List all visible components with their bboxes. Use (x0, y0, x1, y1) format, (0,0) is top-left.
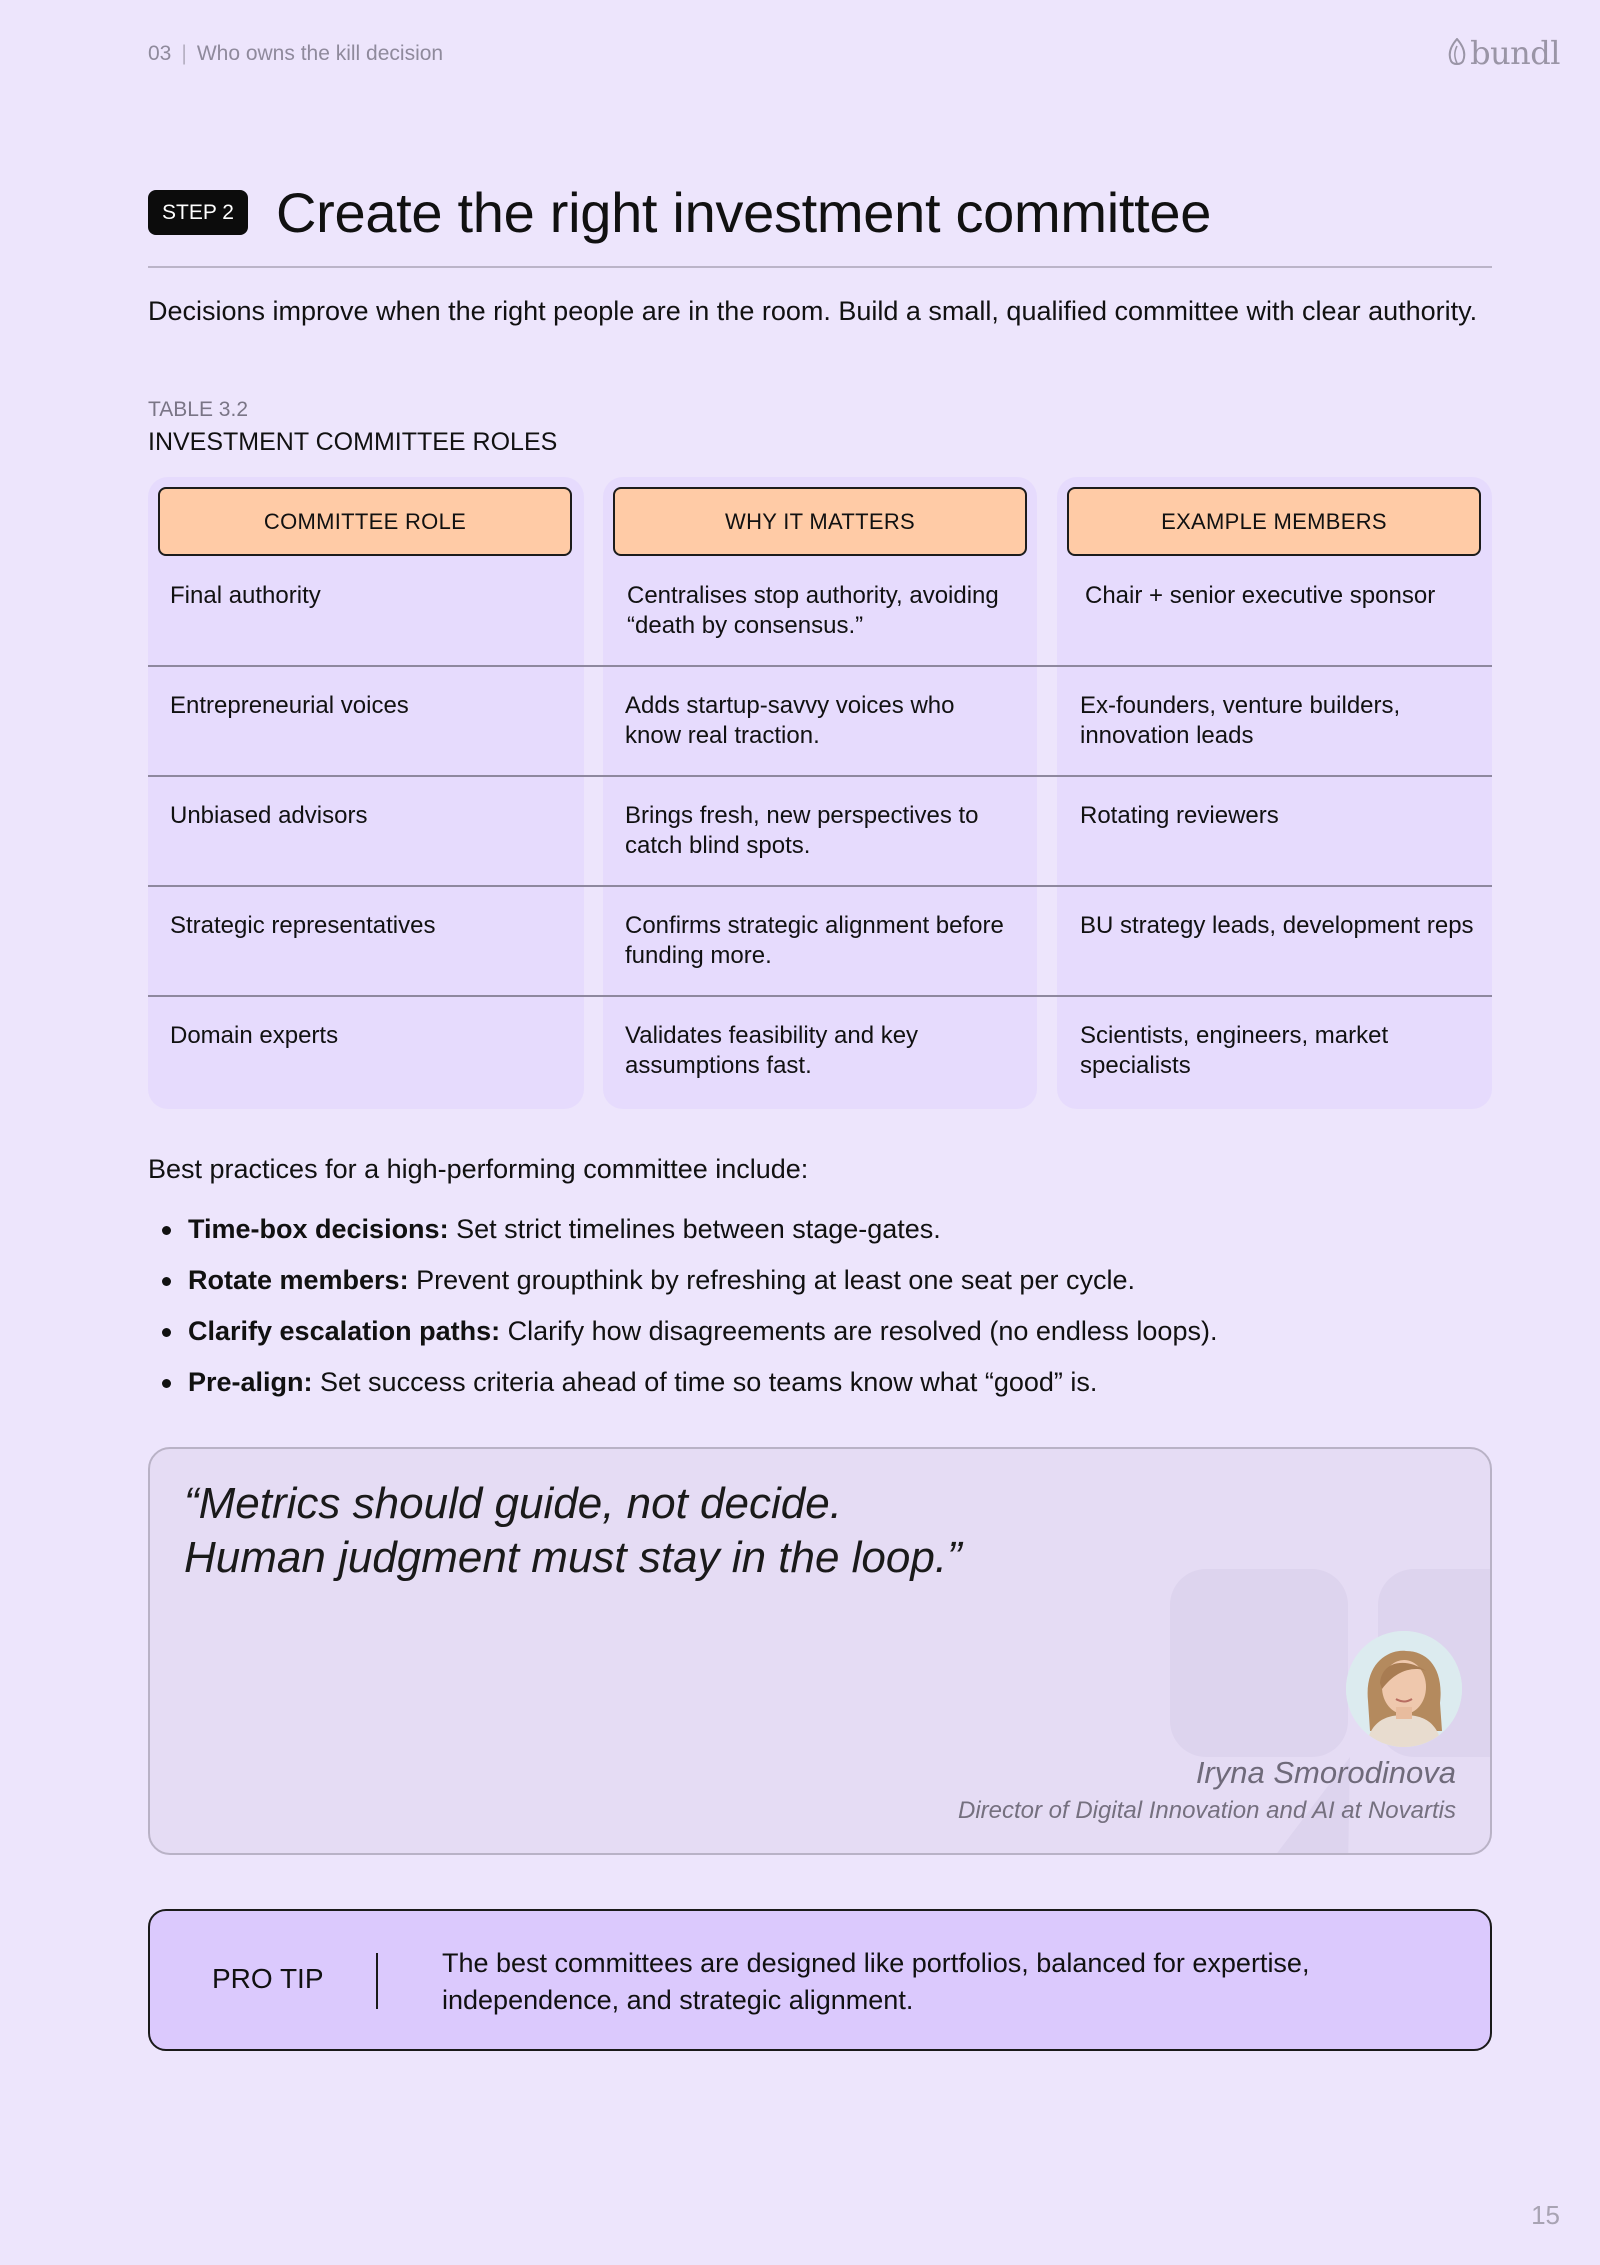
quote-text-line: “Metrics should guide, not decide. (184, 1479, 842, 1528)
intro-text: Decisions improve when the right people are in the room. Build a small, qualified committee with clear authority. (148, 296, 1478, 326)
step-heading (148, 180, 1211, 245)
pro-tip-label: PRO TIP (212, 1963, 324, 1994)
cell-line: Adds startup-savvy voices who (625, 692, 955, 719)
best-practices-list (148, 1212, 1217, 1416)
cell-line: Rotating reviewers (1080, 802, 1279, 829)
pro-tip-line: independence, and strategic alignment. (442, 1985, 914, 2015)
pro-tip-divider (376, 1953, 378, 2009)
table-cell-role: Unbiased advisors (170, 802, 368, 829)
table-cell-why (625, 1021, 918, 1081)
flame-leaf-icon (1448, 38, 1466, 68)
list-item (148, 1263, 1217, 1297)
bullet-icon (162, 1379, 171, 1388)
committee-roles-table (148, 477, 1492, 1109)
quote-author-role: Director of Digital Innovation and AI at Novartis (957, 1797, 1456, 1824)
row-divider (148, 995, 1492, 997)
pro-tip-line: The best committees are designed like portfolios, balanced for expertise, (442, 1948, 1310, 1978)
list-item-text: Set success criteria ahead of time so teams know what “good” is. (312, 1367, 1098, 1397)
list-item-label: Clarify escalation paths: (188, 1316, 501, 1346)
table-cell-why (627, 581, 999, 641)
list-item-text: Clarify how disagreements are resolved (no endless loops). (500, 1316, 1218, 1346)
page-title: Create the right investment committee (275, 181, 1212, 244)
row-divider (148, 775, 1492, 777)
list-item-label: Rotate members: (188, 1265, 409, 1295)
table-cell-examples (1080, 1021, 1388, 1081)
cell-line: funding more. (625, 942, 772, 969)
cell-line: specialists (1080, 1052, 1191, 1079)
brand-logo (1448, 34, 1560, 72)
table-cell-role: Domain experts (170, 1022, 339, 1049)
list-item (148, 1314, 1217, 1348)
bullet-icon (162, 1277, 171, 1286)
table-title: INVESTMENT COMMITTEE ROLES (148, 428, 558, 456)
column-header-role: COMMITTEE ROLE (158, 487, 572, 556)
table-number: TABLE 3.2 (148, 398, 248, 421)
table-cell-why (625, 691, 954, 751)
title-divider (148, 266, 1492, 268)
logo-text: bundl (1470, 34, 1560, 72)
table-cell-why (625, 801, 979, 861)
list-item (148, 1212, 1217, 1246)
table-cell-examples (1080, 911, 1474, 941)
bullet-icon (162, 1226, 171, 1235)
list-item-text: Set strict timelines between stage-gates. (448, 1214, 941, 1244)
avatar (1346, 1631, 1462, 1747)
quote-author-name: Iryna Smorodinova (1195, 1755, 1456, 1790)
pro-tip-card (148, 1909, 1492, 2051)
cell-line: assumptions fast. (625, 1052, 812, 1079)
column-header-why: WHY IT MATTERS (613, 487, 1027, 556)
table-cell-role: Final authority (170, 582, 321, 609)
table-cell-examples (1080, 691, 1400, 751)
row-divider (148, 665, 1492, 667)
best-practices-intro: Best practices for a high-performing committee include: (148, 1154, 809, 1184)
cell-line: innovation leads (1080, 722, 1254, 749)
cell-line: “death by consensus.” (627, 612, 864, 639)
section-title: Who owns the kill decision (196, 42, 444, 65)
row-divider (148, 885, 1492, 887)
cell-line: Centralises stop authority, avoiding (627, 582, 999, 609)
cell-line: Scientists, engineers, market (1080, 1022, 1389, 1049)
bullet-icon (162, 1328, 171, 1337)
pro-tip-text (442, 1945, 1402, 2019)
quote-card (148, 1447, 1492, 1855)
cell-line: Confirms strategic alignment before (625, 912, 1004, 939)
table-cell-examples (1085, 581, 1435, 611)
page-number: 15 (1531, 2200, 1560, 2230)
header-separator: | (181, 42, 187, 65)
list-item-label: Time-box decisions: (188, 1214, 449, 1244)
column-background (148, 477, 584, 1109)
table-cell-why (625, 911, 1004, 971)
table-cell-examples (1080, 801, 1279, 831)
column-background (603, 477, 1037, 1109)
cell-line: Ex-founders, venture builders, (1080, 692, 1401, 719)
step-badge: STEP 2 (148, 190, 248, 235)
section-number: 03 (148, 42, 172, 65)
table-cell-role: Entrepreneurial voices (170, 692, 409, 719)
column-background (1057, 477, 1492, 1109)
cell-line: Brings fresh, new perspectives to (625, 802, 979, 829)
cell-line: know real traction. (625, 722, 820, 749)
cell-line: BU strategy leads, development reps (1080, 912, 1474, 939)
page-header (148, 42, 443, 66)
list-item (148, 1365, 1217, 1399)
list-item-label: Pre-align: (188, 1367, 313, 1397)
cell-line: catch blind spots. (625, 832, 811, 859)
quote-text-line: Human judgment must stay in the loop.” (184, 1533, 962, 1582)
table-caption (148, 398, 557, 457)
table-cell-role: Strategic representatives (170, 912, 436, 939)
cell-line: Validates feasibility and key (625, 1022, 919, 1049)
column-header-examples: EXAMPLE MEMBERS (1067, 487, 1481, 556)
cell-line: Chair + senior executive sponsor (1085, 582, 1436, 609)
list-item-text: Prevent groupthink by refreshing at least one seat per cycle. (408, 1265, 1135, 1295)
